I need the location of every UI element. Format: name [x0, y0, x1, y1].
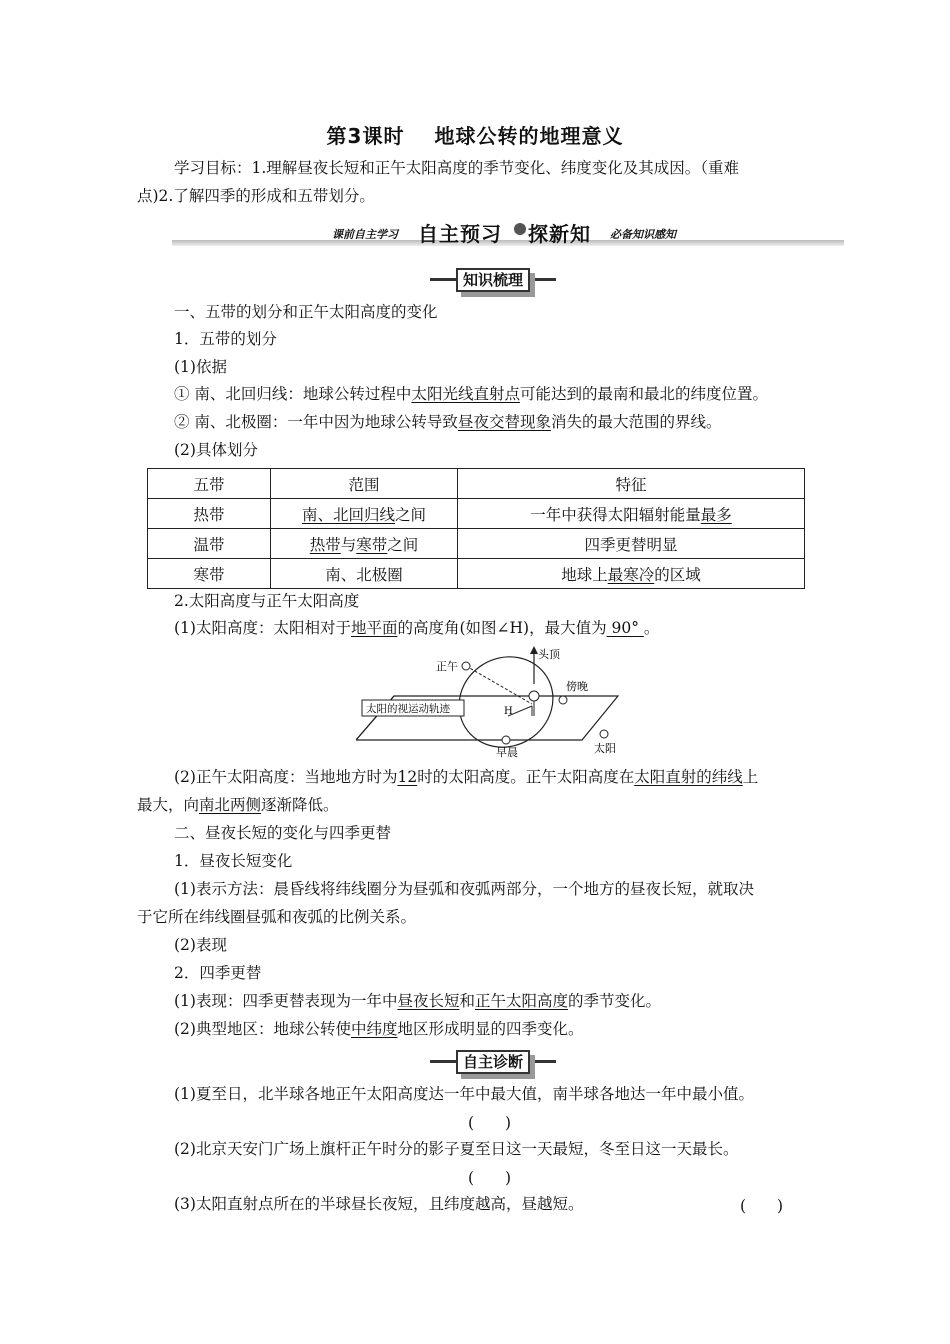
banner-left-label: 课前自主学习	[332, 228, 398, 241]
table-cell: 一年中获得太阳辐射能量最多	[458, 499, 805, 529]
table-header-row	[148, 469, 805, 499]
answer-paren-1[interactable]: ( )	[468, 1114, 512, 1132]
sub-seasons: 2．四季更替	[174, 964, 262, 982]
table-cell: 寒带	[148, 559, 271, 589]
answer-paren-3[interactable]: ( )	[740, 1197, 784, 1215]
section-heading-knowledge	[430, 268, 556, 292]
table-cell: 温带	[148, 529, 271, 559]
region-line: (2)典型地区：地球公转使中纬度地区形成明显的四季变化。	[174, 1020, 584, 1038]
noon-altitude-line-2: 最大，向南北两侧逐渐降低。	[137, 796, 339, 814]
label-sun: 太阳	[594, 742, 616, 755]
sub-day-length: 1．昼夜长短变化	[174, 852, 293, 870]
banner-arrow-icon	[514, 223, 526, 235]
objectives-line-1: 学习目标：1.理解昼夜长短和正午太阳高度的季节变化、纬度变化及其成因。（重难	[174, 159, 740, 177]
objectives-line-2: 点)2.了解四季的形成和五带划分。	[137, 187, 375, 205]
division-label: (2)具体划分	[174, 441, 258, 459]
table-header: 特征	[458, 469, 805, 499]
answer-blank: 昼夜交替现象	[457, 413, 551, 431]
label-track: 太阳的视运动轨迹	[366, 703, 450, 715]
tropics-line: ① 南、北回归线：地球公转过程中太阳光线直射点可能达到的最南和最北的纬度位置。	[174, 385, 768, 403]
section-banner	[172, 218, 844, 252]
dawn-sun-icon	[502, 736, 510, 744]
table-header: 范围	[271, 469, 458, 499]
lesson-topic: 地球公转的地理意义	[434, 124, 624, 148]
dusk-sun-icon	[559, 696, 567, 704]
sun-icon	[600, 730, 608, 738]
heading-five-zones: 一、五带的划分和正午太阳高度的变化	[174, 303, 438, 321]
table-cell: 地球上最寒冷的区域	[458, 559, 805, 589]
observer-icon	[529, 691, 539, 701]
banner-rule	[172, 240, 844, 246]
five-zones-table	[147, 468, 805, 589]
table-cell: 热带与寒带之间	[271, 529, 458, 559]
section-heading-diagnosis	[430, 1050, 556, 1074]
table-cell: 南、北回归线之间	[271, 499, 458, 529]
sun-path-diagram	[356, 644, 626, 762]
label-zenith: 头顶	[538, 648, 560, 661]
label-angle: H	[504, 706, 513, 717]
table-cell: 四季更替明显	[458, 529, 805, 559]
lesson-number: 第3课时	[326, 124, 405, 148]
altitude-line: (1)太阳高度：太阳相对于地平面的高度角(如图∠H)，最大值为 90° 。	[174, 619, 660, 637]
table-cell: 南、北极圈	[271, 559, 458, 589]
answer-blank: 太阳光线直射点	[411, 385, 520, 403]
heading-day-night: 二、昼夜长短的变化与四季更替	[174, 824, 392, 842]
method-line-2: 于它所在纬线圈昼弧和夜弧的比例关系。	[137, 908, 417, 926]
question-3: (3)太阳直射点所在的半球昼长夜短，且纬度越高，昼越短。	[174, 1195, 584, 1213]
polar-line: ② 南、北极圈：一年中因为地球公转导致昼夜交替现象消失的最大范围的界线。	[174, 413, 722, 431]
question-1: (1)夏至日，北半球各地正午太阳高度达一年中最大值，南半球各地达一年中最小值。	[174, 1085, 754, 1103]
label-dusk: 傍晚	[566, 680, 588, 693]
noon-sun-icon	[462, 662, 470, 670]
table-row	[148, 559, 805, 589]
banner-title-2: 探新知	[528, 222, 591, 246]
sub-five-zones: 1．五带的划分	[174, 330, 277, 348]
table-row	[148, 529, 805, 559]
banner-title-1: 自主预习	[418, 222, 502, 246]
season-line: (1)表现：四季更替表现为一年中昼夜长短和正午太阳高度的季节变化。	[174, 992, 662, 1010]
page-title	[0, 120, 950, 149]
banner-right-label: 必备知识感知	[610, 228, 676, 241]
section-heading-label: 自主诊断	[456, 1050, 530, 1074]
answer-paren-2[interactable]: ( )	[468, 1169, 512, 1187]
sub-sun-altitude: 2.太阳高度与正午太阳高度	[174, 592, 360, 610]
noon-altitude-line-1: (2)正午太阳高度：当地地方时为12时的太阳高度。正午太阳高度在太阳直射的纬线上	[174, 768, 759, 786]
label-noon: 正午	[436, 660, 458, 673]
table-row	[148, 499, 805, 529]
show-label: (2)表现	[174, 936, 227, 954]
basis-label: (1)依据	[174, 358, 227, 376]
table-cell: 热带	[148, 499, 271, 529]
label-dawn: 早晨	[496, 746, 518, 759]
method-line-1: (1)表示方法：晨昏线将纬线圈分为昼弧和夜弧两部分，一个地方的昼夜长短，就取决	[174, 880, 754, 898]
table-header: 五带	[148, 469, 271, 499]
section-heading-label: 知识梳理	[456, 268, 530, 292]
question-2: (2)北京天安门广场上旗杆正午时分的影子夏至日这一天最短，冬至日这一天最长。	[174, 1140, 739, 1158]
